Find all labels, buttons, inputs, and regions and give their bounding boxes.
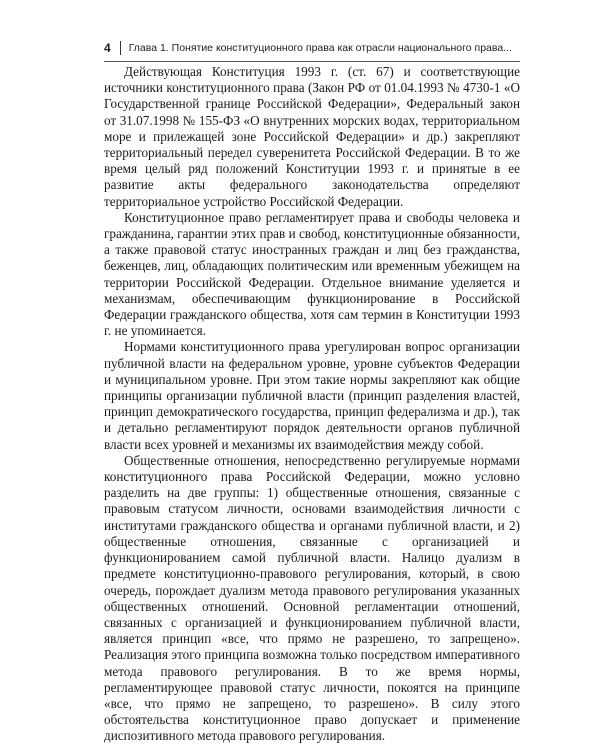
paragraph: Общественные отношения, непосредственно регулируемые нормами конституционного права Российской Федерации, можно условно разделить на две группы: 1) общественные отношения, связанные с правовым статусом личности, основами взаимодействия личности с институтами гражданского общества и органами публичной власти, и 2) общественные отношения, связанные с организацией и функционированием самой публичной власти. Налицо дуализм в предмете конституционно-правового регулирования, который, в свою очередь, порождает дуализм метода правового регулирования указанных общественных отношений. Основной регламентации отношений, связанных с организацией и функционированием публичной власти, является принцип «все, что прямо не разрешено, то запрещено». Реализация этого принципа возможна только посредством императивного метода правового регулирования. В то же время нормы, регламентирующее правовой статус личности, покоятся на принципе «все, что прямо не запрещено, то разрешено». В силу этого обстоятельства конституционное право допускает и применение диспозитивного метода правового регулирования. — [104, 452, 520, 744]
header-separator — [120, 41, 121, 55]
paragraph: Конституционное право регламентирует права и свободы человека и гражданина, гарантии этих прав и свобод, конституционные обязанности, а также правовой статус иностранных граждан и лиц без гражданства, беженцев, лиц, обладающих политическим или временным убежищем на территории Российской Федерации. Отдельное внимание уделяется и механизмам, обеспечивающим функционирование в Российской Федерации гражданского общества, хотя сам термин в Конституции 1993 г. не упоминается. — [104, 209, 520, 339]
running-head — [104, 38, 520, 58]
paragraph: Нормами конституционного права урегулирован вопрос организации публичной власти на федеральном уровне, уровне субъектов Федерации и муниципальном уровне. При этом такие нормы закрепляют как общие принципы организации публичной власти (принцип разделения властей, принцип демократического государства, принцип федерализма и др.), так и детально регламентируют порядок деятельности органов публичной власти всех уровней и механизмы их взаимодействия между собой. — [104, 339, 520, 452]
page-number: 4 — [104, 41, 111, 55]
body-text — [104, 64, 520, 745]
paragraph: Действующая Конституция 1993 г. (ст. 67) и соответствующие источники конституционного права (Закон РФ от 01.04.1993 № 4730-1 «О Государственной границе Российской Федерации», Федеральный закон от 31.07.1998 № 155-ФЗ «О внутренних морских водах, территориальном море и прилежащей зоне Российской Федерации» и др.) закрепляют территориальный передел суверенитета Российской Федерации. В то же время целый ряд положений Конституции 1993 г. и принятые в ее развитие акты федерального законодательства определяют территориальное устройство Российской Федерации. — [104, 64, 520, 209]
header-rule — [104, 61, 520, 62]
chapter-title: Глава 1. Понятие конституционного права как отрасли национального права... — [128, 42, 512, 54]
